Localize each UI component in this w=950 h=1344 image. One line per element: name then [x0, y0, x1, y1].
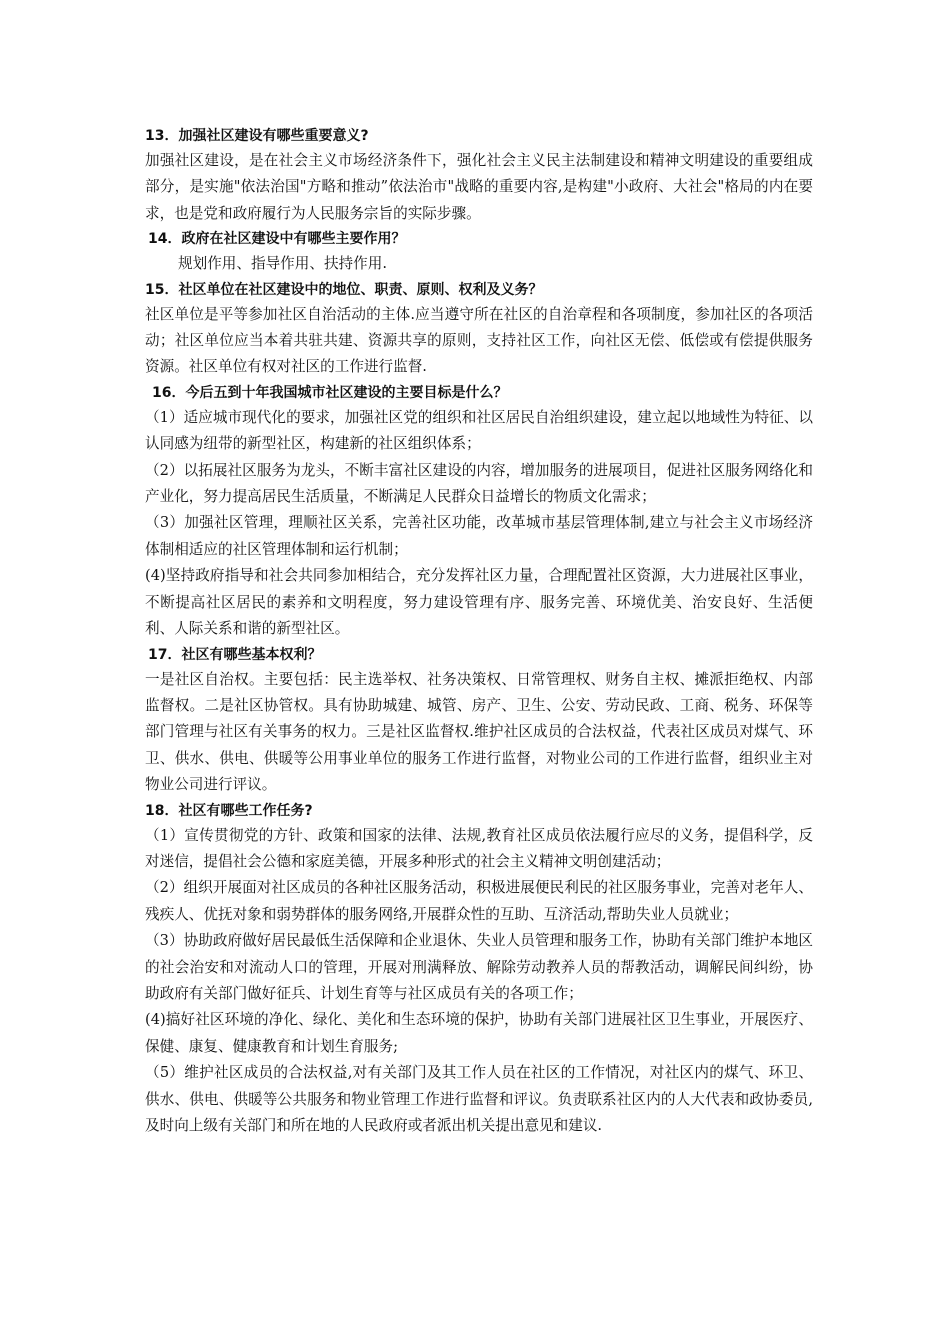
question-heading-13: 13．加强社区建设有哪些重要意义? — [145, 128, 369, 144]
answer-paragraph: （2）组织开展面对社区成员的各种社区服务活动，积极进展便民利民的社区服务事业，完善对老年人、残疾人、优抚对象和弱势群体的服务网络,开展群众性的互助、互济活动,帮助失业人员就业； — [145, 879, 813, 923]
answer-paragraph: （5）维护社区成员的合法权益,对有关部门及其工作人员在社区的工作情况，对社区内的煤气、环卫、供水、供电、供暖等公共服务和物业管理工作进行监督和评议。负责联系社区内的人大代表和政协委员,及时向上级有关部门和所在地的人民政府或者派出机关提出意见和建议. — [145, 1064, 813, 1134]
answer-paragraph: （1）宣传贯彻党的方针、政策和国家的法律、法规,教育社区成员依法履行应尽的义务，提倡科学，反对迷信，提倡社会公德和家庭美德，开展多种形式的社会主义精神文明创建活动； — [145, 826, 813, 870]
question-heading-16: 16．今后五到十年我国城市社区建设的主要目标是什么？ — [152, 384, 508, 401]
document-body — [145, 124, 813, 1139]
question-heading-15: 15．社区单位在社区建设中的地位、职责、原则、权利及义务？ — [145, 281, 543, 298]
answer-paragraph: 规划作用、指导作用、扶持作用. — [178, 255, 387, 273]
answer-paragraph: （3）加强社区管理，理顺社区关系，完善社区功能，改革城市基层管理体制,建立与社会主义市场经济体制相适应的社区管理体制和运行机制； — [145, 514, 813, 558]
answer-paragraph: 加强社区建设，是在社会主义市场经济条件下，强化社会主义民主法制建设和精神文明建设的重要组成部分，是实施"依法治国"方略和推动”依法治市"战略的重要内容,是构建"小政府、大社会"格局的内在要求，也是党和政府履行为人民服务宗旨的实际步骤。 — [145, 152, 813, 222]
answer-paragraph: （2）以拓展社区服务为龙头，不断丰富社区建设的内容，增加服务的进展项目，促进社区服务网络化和产业化，努力提高居民生活质量，不断满足人民群众日益增长的物质文化需求； — [145, 461, 813, 506]
answer-paragraph: (4)搞好社区环境的净化、绿化、美化和生态环境的保护，协助有关部门进展社区卫生事业，开展医疗、保健、康复、健康教育和计划生育服务; — [145, 1011, 813, 1055]
answer-paragraph: 一是社区自治权。主要包括：民主选举权、社务决策权、日常管理权、财务自主权、摊派拒绝权、内部监督权。二是社区协管权。具有协助城建、城管、房产、卫生、公安、劳动民政、工商、税务、环保等部门管理与社区有关事务的权力。三是社区监督权.维护社区成员的合法权益，代表社区成员对煤气、环卫、供水、供电、供暖等公用事业单位的服务工作进行监督，对物业公司的工作进行监督，组织业主对物业公司进行评议。 — [145, 670, 813, 794]
answer-paragraph: （3）协助政府做好居民最低生活保障和企业退休、失业人员管理和服务工作，协助有关部门维护本地区的社会治安和对流动人口的管理，开展对刑满释放、解除劳动教养人员的帮教活动，调解民间纠纷，协助政府有关部门做好征兵、计划生育等与社区成员有关的各项工作； — [145, 932, 813, 1002]
question-heading-14: 14．政府在社区建设中有哪些主要作用？ — [148, 231, 406, 248]
answer-paragraph: (4)坚持政府指导和社会共同参加相结合，充分发挥社区力量，合理配置社区资源，大力进展社区事业，不断提高社区居民的素养和文明程度，努力建设管理有序、服务完善、环境优美、治安良好、生活便利、人际关系和谐的新型社区。 — [145, 567, 813, 638]
question-heading-18: 18．社区有哪些工作任务? — [145, 802, 313, 819]
answer-paragraph: （1）适应城市现代化的要求，加强社区党的组织和社区居民自治组织建设，建立起以地域性为特征、以认同感为纽带的新型社区，构建新的社区组织体系； — [145, 408, 813, 453]
answer-paragraph: 社区单位是平等参加社区自治活动的主体.应当遵守所在社区的自治章程和各项制度，参加社区的各项活动；社区单位应当本着共驻共建、资源共享的原则，支持社区工作，向社区无偿、低偿或有偿提供服务资源。社区单位有权对社区的工作进行监督. — [145, 305, 813, 376]
question-heading-17: 17．社区有哪些基本权利？ — [148, 646, 322, 663]
